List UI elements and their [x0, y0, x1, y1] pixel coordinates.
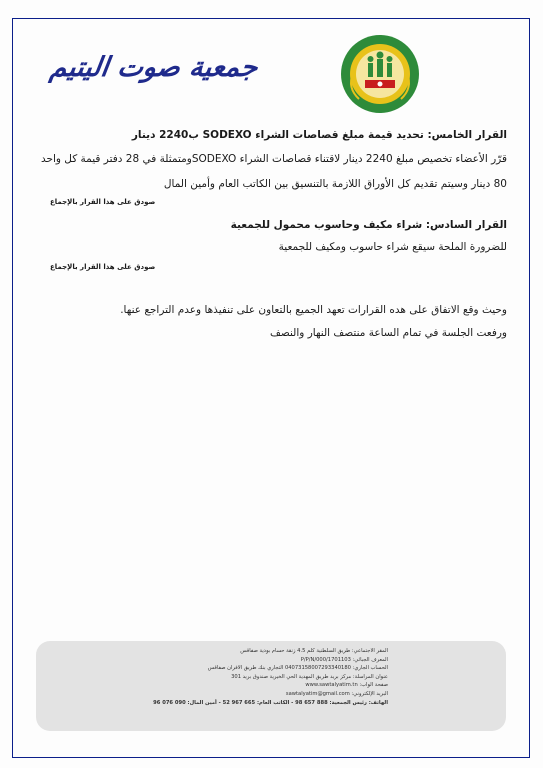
footer-contact-box — [36, 641, 506, 731]
closing-paragraph-line2: ورفعت الجلسة في تمام الساعة منتصف النهار والنصف — [270, 327, 507, 339]
section5-paragraph-line2: 80 دينار وسيتم تقديم كل الأوراق اللازمة بالتنسيق بين الكاتب العام وأمين المال — [163, 178, 507, 190]
footer-address: المقر الاجتماعي: طريق السلطنية كلم 4.5 زنقة حسام بوذية صفاقس — [240, 648, 388, 654]
footer-phones: الهاتف: رئيس الجمعية: 888 657 98 - الكاتب العام: 665 967 52 - أمين المال: 090 076 96 — [153, 699, 388, 706]
association-logo — [339, 33, 421, 115]
section6-approval-note: صودق على هذا القرار بالإجماع — [50, 263, 156, 271]
association-name-title: جمعية صوت اليتيم — [48, 52, 260, 83]
section5-paragraph-line1: قرّر الأعضاء تخصيص مبلغ 2240 دينار لاقتناء قصاصات الشراء SODEXOومتمثلة في 28 دفتر قيمة كل واحد — [40, 153, 507, 165]
footer-email: البريد الإلكتروني: sawtalyatim@gmail.com — [285, 690, 388, 697]
footer-tax-id: المعرف الجبائي: 1701103/P/P/N/000 — [300, 656, 388, 663]
section5-heading: القرار الخامس: تحديد قيمة مبلغ قصاصات الشراء SODEXO ب2240 دينار — [131, 129, 507, 141]
footer-bank-account: الحساب الجاري: 04073158007293340180 التجاري بنك طريق الافران صفاقس — [207, 665, 388, 672]
footer-mail-address: عنوان المراسلة: مركز بريد طريق المهدية الحي الخيرية صندوق بريد 301 — [231, 673, 388, 680]
closing-paragraph-line1: وحيث وقع الاتفاق على هده القرارات تعهد الجميع بالتعاون على تنفيذها وعدم التراجع عنها. — [120, 304, 507, 316]
footer-contact-lines — [68, 647, 388, 707]
section6-heading: القرار السادس: شراء مكيف وحاسوب محمول للجمعية — [230, 219, 507, 231]
section6-paragraph-line1: للضرورة الملحة سيقع شراء حاسوب ومكيف للجمعية — [278, 241, 507, 253]
footer-website: صفحة الواب: www.sawtalyatim.tn — [305, 682, 388, 689]
section5-approval-note: صودق على هذا القرار بالإجماع — [50, 198, 156, 206]
